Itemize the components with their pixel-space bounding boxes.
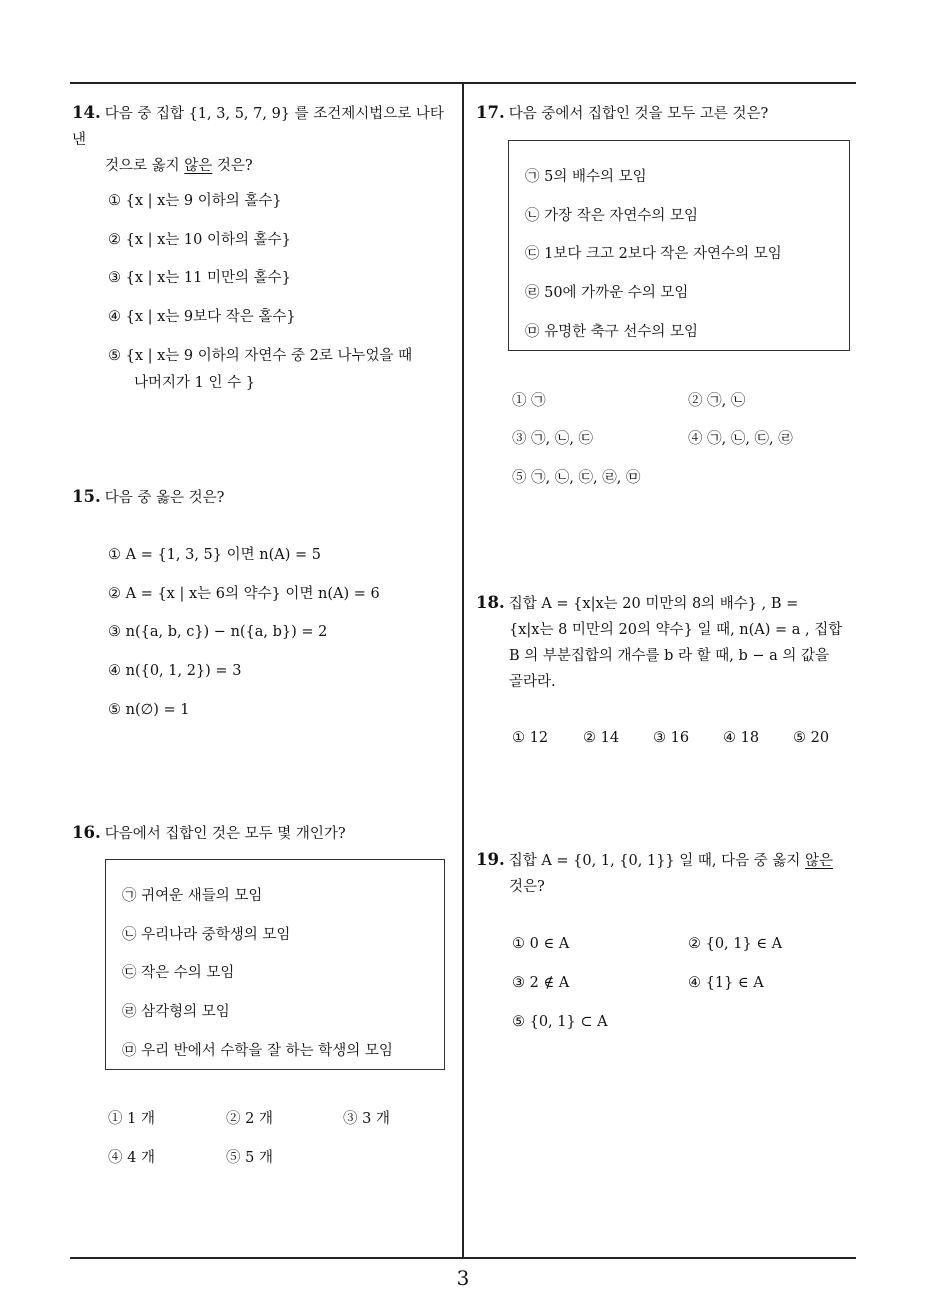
option-2[interactable]: ② A = {x | x는 6의 약수} 이면 n(A) = 6	[108, 586, 380, 602]
underlined-word: 않은	[184, 158, 213, 174]
option-2[interactable]: ② 14	[583, 730, 620, 746]
option-4[interactable]: ④ {x | x는 9보다 작은 홀수}	[108, 309, 296, 325]
question-number: 15.	[72, 487, 101, 506]
box-item-3: ㉢ 작은 수의 모임	[122, 965, 235, 981]
option-1[interactable]: ① A = {1, 3, 5} 이면 n(A) = 5	[108, 547, 321, 563]
question-text: 다음 중 집합 {1, 3, 5, 7, 9} 를 조건제시법으로 나타낸	[72, 106, 444, 148]
question-15	[72, 484, 224, 511]
option-5[interactable]: ⑤ {0, 1} ⊂ A	[512, 1014, 608, 1030]
question-text: 다음 중 옳은 것은?	[104, 490, 225, 506]
box-item-2: ㉡ 우리나라 중학생의 모임	[122, 927, 291, 943]
option-2[interactable]: ② {x | x는 10 이하의 홀수}	[108, 232, 291, 248]
option-2[interactable]: ② {0, 1} ∈ A	[688, 936, 783, 952]
bottom-rule	[70, 1257, 856, 1259]
question-text: 다음 중에서 집합인 것을 모두 고른 것은?	[508, 106, 769, 122]
option-1[interactable]: ① 1 개	[108, 1111, 155, 1127]
box-item-1: ㉠ 5의 배수의 모임	[525, 169, 647, 185]
option-1[interactable]: ① 0 ∈ A	[512, 936, 570, 952]
option-5[interactable]: ⑤ n(∅) = 1	[108, 702, 190, 718]
underlined-word: 않은	[804, 853, 833, 869]
box-item-4: ㉣ 삼각형의 모임	[122, 1004, 230, 1020]
question-text-end: 것은?	[212, 158, 253, 174]
option-5[interactable]: ⑤ ㉠, ㉡, ㉢, ㉣, ㉤	[512, 470, 641, 486]
column-divider	[462, 83, 464, 1257]
question-14	[72, 100, 457, 179]
option-5[interactable]: ⑤ {x | x는 9 이하의 자연수 중 2로 나누었을 때	[108, 348, 413, 364]
box-item-2: ㉡ 가장 작은 자연수의 모임	[525, 208, 699, 224]
question-text: 다음에서 집합인 것은 모두 몇 개인가?	[104, 826, 346, 842]
question-text-cont: 것은?	[509, 879, 545, 895]
question-line-1: 집합 A = {x|x는 20 미만의 8의 배수} , B =	[508, 596, 799, 612]
question-number: 18.	[476, 593, 505, 612]
box-item-5: ㉤ 유명한 축구 선수의 모임	[525, 324, 699, 340]
question-line-3: B 의 부분집합의 개수를 b 라 할 때, b − a 의 값을	[509, 648, 830, 664]
option-4[interactable]: ④ n({0, 1, 2}) = 3	[108, 663, 242, 679]
question-line-4: 골라라.	[509, 674, 556, 690]
page-number: 3	[456, 1266, 470, 1290]
question-number: 17.	[476, 103, 505, 122]
option-3[interactable]: ③ {x | x는 11 미만의 홀수}	[108, 270, 291, 286]
option-3[interactable]: ③ 16	[653, 730, 690, 746]
option-1[interactable]: ① 12	[512, 730, 549, 746]
option-1[interactable]: ① ㉠	[512, 393, 546, 409]
option-3[interactable]: ③ n({a, b, c}) − n({a, b}) = 2	[108, 624, 328, 640]
option-4[interactable]: ④ 4 개	[108, 1150, 155, 1166]
question-16	[72, 820, 346, 847]
question-number: 19.	[476, 850, 505, 869]
option-3[interactable]: ③ 2 ∉ A	[512, 975, 570, 991]
option-3[interactable]: ③ ㉠, ㉡, ㉢	[512, 431, 594, 447]
question-number: 14.	[72, 103, 101, 122]
question-number: 16.	[72, 823, 101, 842]
box-item-5: ㉤ 우리 반에서 수학을 잘 하는 학생의 모임	[122, 1043, 393, 1059]
option-5-cont: 나머지가 1 인 수 }	[134, 375, 255, 391]
option-2[interactable]: ② ㉠, ㉡	[688, 393, 746, 409]
box-item-3: ㉢ 1보다 크고 2보다 작은 자연수의 모임	[525, 246, 782, 262]
option-4[interactable]: ④ ㉠, ㉡, ㉢, ㉣	[688, 431, 793, 447]
box-item-4: ㉣ 50에 가까운 수의 모임	[525, 285, 689, 301]
option-2[interactable]: ② 2 개	[226, 1111, 273, 1127]
question-text: 집합 A = {0, 1, {0, 1}} 일 때, 다음 중 옳지	[508, 853, 805, 869]
question-19	[476, 847, 860, 900]
question-text-cont: 것으로 옳지	[105, 158, 185, 174]
question-17	[476, 100, 768, 127]
question-line-2: {x|x는 8 미만의 20의 약수} 일 때, n(A) = a , 집합	[509, 622, 843, 638]
option-5[interactable]: ⑤ 20	[793, 730, 830, 746]
option-3[interactable]: ③ 3 개	[343, 1111, 390, 1127]
box-item-1: ㉠ 귀여운 새들의 모임	[122, 888, 263, 904]
option-5[interactable]: ⑤ 5 개	[226, 1150, 273, 1166]
option-4[interactable]: ④ 18	[723, 730, 760, 746]
option-1[interactable]: ① {x | x는 9 이하의 홀수}	[108, 193, 282, 209]
question-18	[476, 590, 860, 695]
option-4[interactable]: ④ {1} ∈ A	[688, 975, 764, 991]
